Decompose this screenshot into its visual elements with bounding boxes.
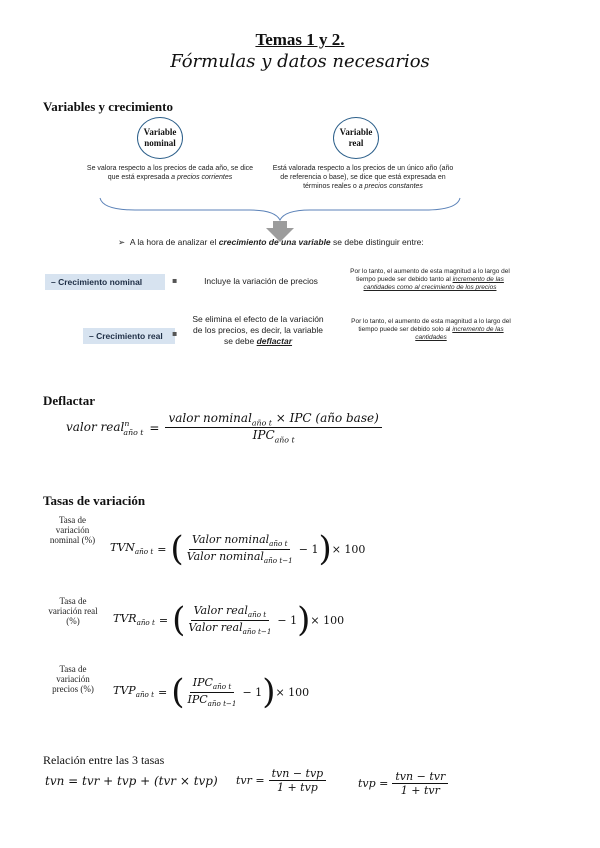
nominal-right-em: incremento de las cantidades como al crecimiento de los precios [363,276,504,291]
tvn-times: × 100 [331,542,366,556]
tvn-num [189,533,291,549]
tvp-lhs-text: TVP [113,684,136,698]
page-title: Temas 1 y 2. [255,30,345,49]
relacion-eq3 [358,770,448,797]
tvn-lhs-text: TVN [110,541,135,555]
tvn-minus: − 1 [298,542,319,556]
tvp-lhs [113,684,154,699]
tvp-num-text: IPC [192,676,213,690]
tvn-lparen: ( [170,529,184,569]
bullet-dot: ▪ [172,276,178,285]
deflactar-heading: Deflactar [43,393,95,408]
tvp-times: × 100 [275,685,310,699]
tvr-num-sub: año t [247,610,267,620]
num-times: × [271,411,290,425]
arrow-bullet-icon: ➢ [118,237,130,247]
deflactar-numerator [165,411,381,428]
deflactar-lhs [66,419,143,436]
tvr-eq: = [158,613,169,627]
tvn-den-text: Valor nominal [186,549,264,563]
brace-line [100,198,460,220]
deflactar-fraction [165,411,381,445]
nominal-description [85,164,255,182]
page-subtitle: Fórmulas y datos necesarios [170,51,430,72]
nominal-growth-tag: – Crecimiento nominal [45,274,165,290]
intro-end: se debe distinguir entre: [330,237,424,247]
tvr-minus: − 1 [277,613,298,627]
tvr-den-text: Valor real [188,620,243,634]
real-right-text: Por lo tanto, el aumento de esta magnitud a lo largo del tiempo puede ser debido solo al [351,318,511,333]
tvp-den-text: IPC [187,692,208,706]
real-desc-em: a precios constantes [358,183,423,190]
deflactar-lhs-text: valor real [66,420,125,435]
bullet-dot-2: ▪ [172,329,178,338]
tvr-lhs [113,612,155,627]
nominal-desc-text: Se valora respecto a los precios de cada año, se dice que está expresada [86,165,254,181]
eq2-num: tvn − tvp [269,767,327,781]
deflactar-formula [66,411,382,445]
tvr-den-sub: año t−1 [242,626,272,636]
equals-sign: = [149,420,160,435]
tvp-fraction [184,676,239,707]
eq2-lhs: tvr = [236,774,265,787]
real-right-em: incremento de las cantidades [415,326,504,341]
eq2-den: 1 + tvp [276,781,318,794]
tvr-num-text: Valor real [193,604,248,618]
num-ipc: IPC (año base) [289,411,379,425]
tasas-heading: Tasas de variación [43,493,146,508]
tvr-formula [113,600,345,640]
tvr-fraction [185,604,274,635]
tvr-lparen: ( [172,600,186,640]
eq3-fraction [392,770,448,797]
tvp-den [184,693,239,708]
real-middle-em: deflactar [256,336,293,346]
tvp-minus: − 1 [242,685,263,699]
relacion-heading: Relación entre las 3 tasas [43,753,165,767]
tvp-lparen: ( [171,672,185,712]
num-sub: año t [251,418,272,428]
nominal-desc-em: a precios corrientes [171,174,233,181]
deflactar-lhs-sub: año t [123,427,144,437]
tvr-rparen: ) [297,600,311,640]
tvn-fraction [184,533,296,564]
tvp-den-sub: año t−1 [207,698,237,708]
tvr-den [185,621,274,636]
den-main: IPC [252,428,275,443]
tvp-num [190,676,234,692]
num-main: valor nominal [168,411,252,425]
tvr-lhs-sub: año t [136,618,155,628]
tvn-label: Tasa de variación nominal (%) [49,515,96,545]
den-sub: año t [274,435,295,445]
tvn-lhs [110,541,153,556]
real-desc-text: Está valorada respecto a los precios de un único año (año de referencia o base), se dice que está expresada en términos reales o [272,165,454,190]
nominal-growth-right [340,268,520,292]
tvn-rparen: ) [318,529,332,569]
tvp-num-sub: año t [212,682,232,692]
deflactar-denominator [250,428,298,444]
tvp-formula [113,672,310,712]
tvr-times: × 100 [310,613,345,627]
tvr-lhs-text: TVR [113,612,137,626]
tvn-num-sub: año t [269,539,288,549]
tvp-eq: = [157,685,168,699]
nominal-right-text: Por lo tanto, el aumento de esta magnitud a lo largo del tiempo puede ser debido tanto al [350,268,510,283]
real-growth-middle [188,314,328,347]
tvr-label: Tasa de variación real (%) [48,596,98,626]
tvn-eq: = [157,542,167,556]
real-bubble-label: Variable real [339,127,373,148]
nominal-bubble-label: Variable nominal [143,127,177,148]
tvn-den [184,550,296,565]
eq3-num: tvn − tvr [392,770,448,784]
intro-text: A la hora de analizar el [129,237,219,247]
tvp-label: Tasa de variación precios (%) [52,664,94,694]
tvp-lhs-sub: año t [135,690,154,700]
real-growth-tag: – Crecimiento real [83,328,175,344]
variables-heading: Variables y crecimiento [43,99,173,114]
nominal-bubble [137,117,183,159]
eq3-den: 1 + tvr [400,784,440,797]
intro-line [118,237,424,248]
intro-em: crecimiento de una variable [218,237,331,247]
eq2-fraction [269,767,327,794]
real-description [268,164,458,191]
tvp-rparen: ) [262,672,276,712]
tvn-num-text: Valor nominal [191,533,270,547]
real-middle-text: Se elimina el efecto de la variación de los precios, es decir, la variable se debe [192,314,324,346]
tvn-den-sub: año t−1 [263,555,293,565]
deflactar-lhs-sup: n [124,419,130,429]
relacion-eq2 [236,767,326,794]
nominal-growth-middle: Incluye la variación de precios [204,276,318,286]
relacion-eq1: tvn = tvr + tvp + (tvr × tvp) [45,774,218,788]
eq3-lhs: tvp = [358,777,389,790]
real-growth-right [346,318,516,342]
tvn-lhs-sub: año t [134,547,154,557]
tvr-num [191,604,270,620]
tvn-formula [110,529,366,569]
real-bubble [333,117,379,159]
